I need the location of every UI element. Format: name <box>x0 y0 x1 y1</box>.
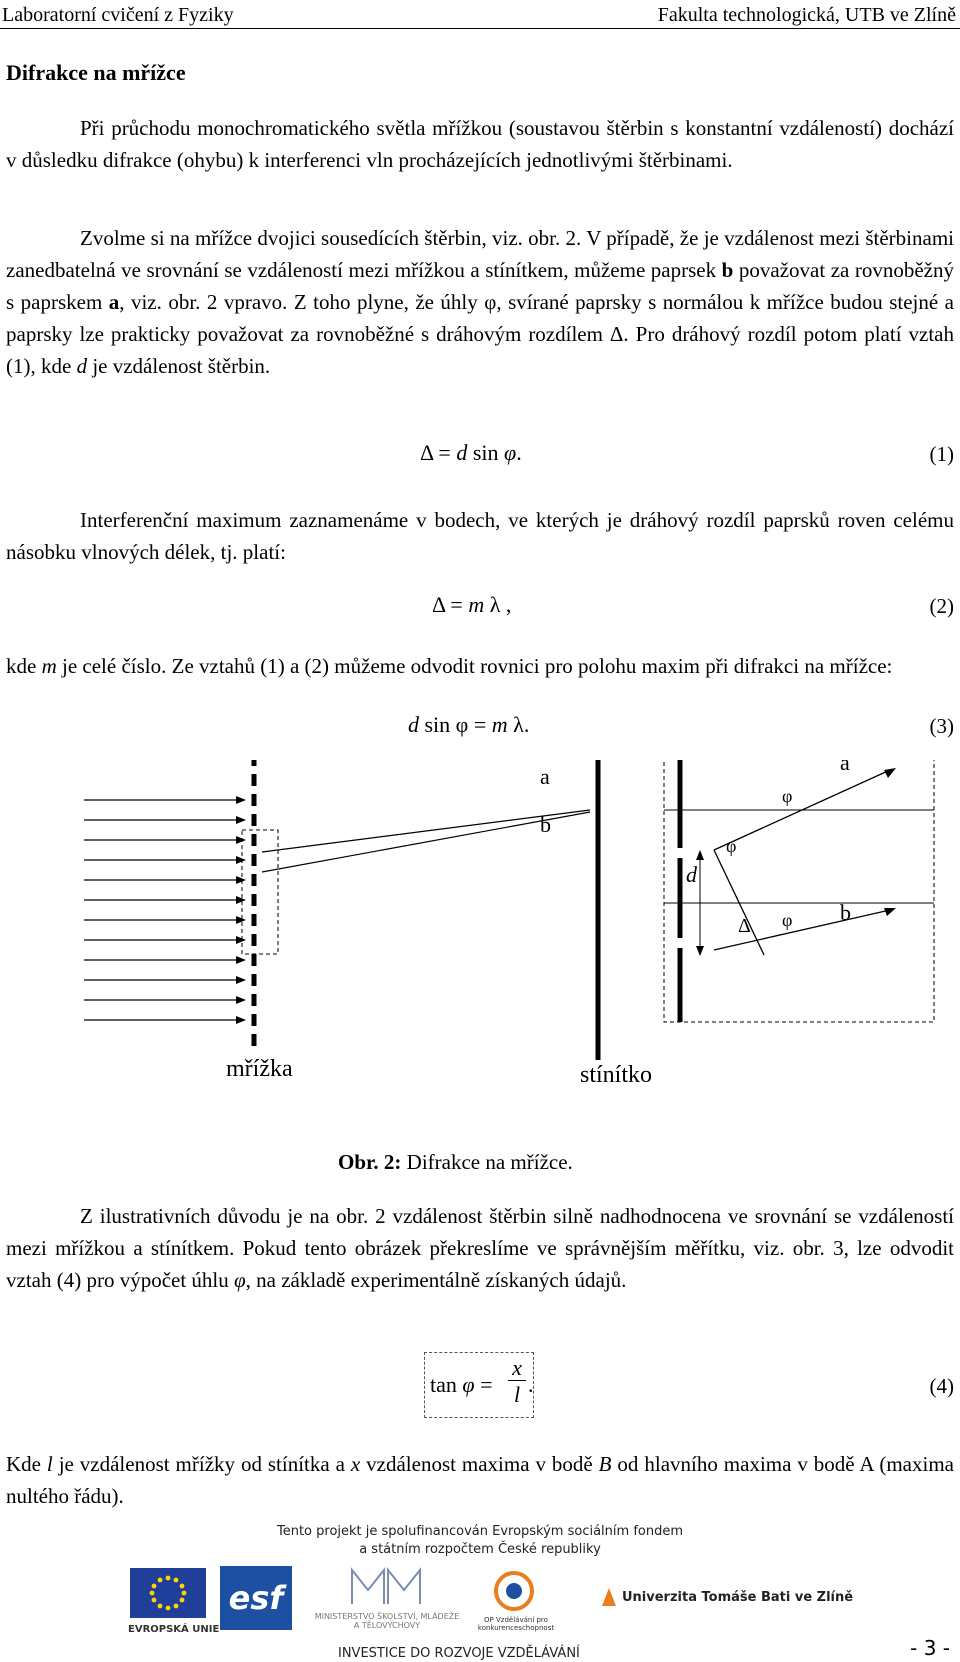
p2-text-a: Zvolme si na mřížce dvojici sousedících štěrbin, viz. obr. 2. V případě, že je vzdálenost mezi štěrbinami zanedbatelná ve srovnání se vzdáleností mezi mřížkou a stínítkem, můžeme paprsek <box>6 226 954 282</box>
zoom-a-label: a <box>840 760 850 775</box>
paragraph-maximum <box>6 504 954 568</box>
equation-1 <box>420 440 522 466</box>
header-right: Fakulta technologická, UTB ve Zlíně <box>657 4 956 26</box>
phi-label-3: φ <box>782 910 793 930</box>
eq3-m: m <box>491 712 508 737</box>
header-divider <box>0 28 960 29</box>
delta-label: Δ <box>738 915 751 937</box>
p5-text-a: Z ilustrativních důvodu je na obr. 2 vzdálenost štěrbin silně nadhodnocena ve srovnání se vzdáleností mezi mřížkou a stínítkem. Pokud tento obrázek překreslíme ve správnějším měřítku, viz. obr. 3, lze odvodit vztah (4) pro výpočet úhlu <box>6 1204 954 1292</box>
page-number: - 3 - <box>910 1636 950 1660</box>
footer-line-1: Tento projekt je spolufinancován Evropským sociálním fondem <box>276 1524 683 1539</box>
p6-l: l <box>46 1452 53 1476</box>
eu-label: EVROPSKÁ UNIE <box>128 1624 220 1635</box>
eq2-lhs: Δ = <box>432 592 469 617</box>
esf-logo: esf <box>220 1566 292 1630</box>
equation-4 <box>430 1372 492 1398</box>
eq4-phi: φ <box>462 1372 475 1397</box>
zoom-ray-b-arrow <box>884 908 896 916</box>
paragraph-maximum-text: Interferenční maximum zaznamenáme v bodech, ve kterých je dráhový rozdíl paprsků roven celému násobku vlnových délek, tj. platí: <box>6 508 954 564</box>
p2-text-g: je vzdálenost štěrbin. <box>87 354 271 378</box>
eq1-rest: sin <box>467 440 505 465</box>
eq1-phi: φ <box>504 440 517 465</box>
zoom-b-label: b <box>840 900 851 925</box>
equation-3 <box>408 712 529 738</box>
eq2-rest: λ , <box>484 592 512 617</box>
eu-flag-logo <box>130 1568 206 1618</box>
p2-text-e: , viz. obr. 2 vpravo. Z toho plyne, že úhly φ, svírané paprsky s normálou k mřížce budou stejné a paprsky lze prakticky považovat za rovnoběžné s dráhovým rozdílem Δ. Pro dráhový rozdíl potom platí vztah (1), kde <box>6 290 954 378</box>
p2-text-c: považovat za rovnoběžný s paprskem <box>6 258 955 314</box>
eq1-d: d <box>456 440 468 465</box>
zoom-ray-a-arrow <box>884 768 896 778</box>
eq4-fraction <box>508 1356 526 1409</box>
msmt-label: MINISTERSTVO ŠKOLSTVÍ, MLÁDEŽE A TĚLOVÝCHOVY <box>314 1612 460 1630</box>
p6-x: x <box>350 1452 361 1476</box>
figure-caption <box>338 1150 573 1175</box>
p5-phi: φ <box>234 1268 246 1292</box>
op-logo-icon <box>490 1568 538 1614</box>
d-arrow-bottom <box>696 946 704 956</box>
eq3-d: d <box>408 712 419 737</box>
eu-stars-icon <box>130 1568 206 1618</box>
eq4-tan: tan <box>430 1372 463 1397</box>
equation-3-number: (3) <box>929 714 954 738</box>
eq3-mid: sin φ = <box>419 712 492 737</box>
caption-text: Difrakce na mřížce. <box>401 1150 573 1174</box>
eq4-eq: = <box>474 1372 493 1397</box>
equation-4-number: (4) <box>929 1374 954 1398</box>
phi-label-2: φ <box>726 836 737 856</box>
eq4-denominator: l <box>508 1380 526 1409</box>
eq2-m: m <box>468 592 485 617</box>
footer-line-2: a státním rozpočtem České republiky <box>359 1542 601 1557</box>
paragraph-definitions <box>6 1448 954 1512</box>
paragraph-intro-text: Při průchodu monochromatického světla mřížkou (soustavou štěrbin s konstantní vzdáleností) dochází v důsledku difrakce (ohybu) k interferenci vln procházejících jednotlivými štěrbinami. <box>6 116 954 172</box>
eq1-lhs: Δ = <box>420 440 457 465</box>
d-arrow-top <box>696 850 704 860</box>
p4-m: m <box>41 654 57 678</box>
p4-text-c: je celé číslo. Ze vztahů (1) a (2) můžeme odvodit rovnici pro polohu maxim při difrakci na mřížce: <box>56 654 893 678</box>
section-title: Difrakce na mřížce <box>6 60 186 85</box>
incident-rays <box>84 800 240 1020</box>
eq4-numerator: x <box>512 1355 522 1380</box>
investice-text: INVESTICE DO ROZVOJE VZDĚLÁVÁNÍ <box>338 1646 580 1661</box>
header-left: Laboratorní cvičení z Fyziky <box>2 4 234 26</box>
op-label: OP Vzdělávání pro konkurenceschopnost <box>477 1616 555 1632</box>
p2-d: d <box>76 354 88 378</box>
paragraph-slits <box>6 222 954 382</box>
slit-pair-box <box>242 830 278 954</box>
p5-text-c: , na základě experimentálně získaných údajů. <box>245 1268 627 1292</box>
utb-logo-icon <box>600 1586 618 1608</box>
msmt-logo-icon <box>346 1564 426 1610</box>
grating-label: mřížka <box>226 1056 293 1082</box>
p2-ray-b: b <box>721 258 734 282</box>
paragraph-integer <box>6 650 954 682</box>
eq1-end: . <box>516 440 522 465</box>
paragraph-scale <box>6 1200 954 1296</box>
paragraph-intro <box>6 112 954 176</box>
p2-ray-a: a <box>108 290 120 314</box>
zoom-box <box>664 760 934 1022</box>
caption-number: Obr. 2: <box>338 1150 402 1174</box>
phi-label-1: φ <box>782 786 793 806</box>
equation-2-number: (2) <box>929 594 954 618</box>
eq3-end: λ. <box>507 712 530 737</box>
ray-b-label: b <box>540 812 551 837</box>
utb-label: Univerzita Tomáše Bati ve Zlíně <box>622 1590 854 1605</box>
p6-text-c: je vzdálenost mřížky od stínítka a <box>52 1452 351 1476</box>
ray-a-label: a <box>540 764 550 789</box>
equation-1-number: (1) <box>929 442 954 466</box>
screen-label: stínítko <box>580 1062 653 1088</box>
p6-text-a: Kde <box>6 1452 47 1476</box>
p6-text-e: vzdálenost maxima v bodě <box>360 1452 599 1476</box>
equation-2 <box>432 592 511 618</box>
diffraction-figure <box>0 760 960 1160</box>
p4-text-a: kde <box>6 654 42 678</box>
p6-text-g: od hlavního maxima v bodě A (maxima nultého řádu). <box>6 1452 954 1508</box>
p6-B: B <box>598 1452 612 1476</box>
eq4-end: . <box>528 1372 534 1397</box>
d-label: d <box>686 862 697 887</box>
